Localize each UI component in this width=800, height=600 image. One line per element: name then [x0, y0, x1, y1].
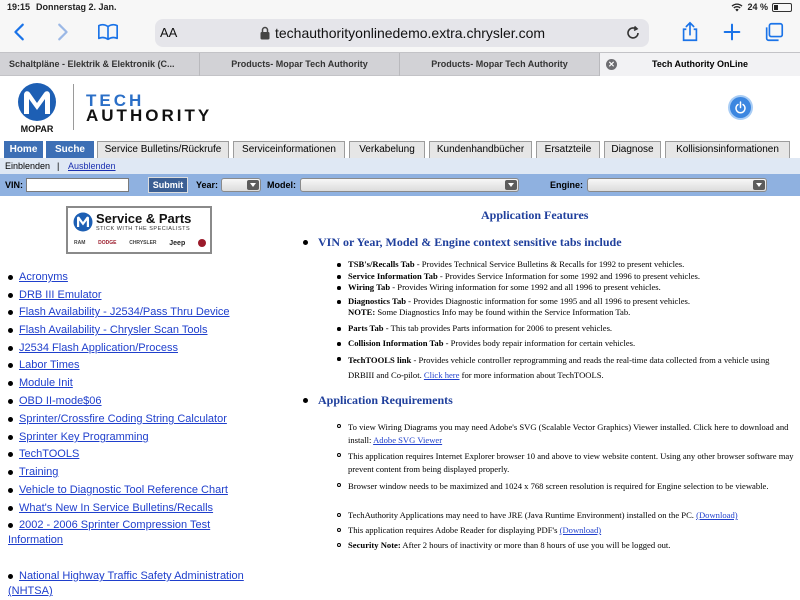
new-tab-icon[interactable]: [720, 20, 744, 44]
link-flash-availability-scan-tools[interactable]: Flash Availability - Chrysler Scan Tools: [19, 324, 208, 336]
service-parts-title: Service & Parts: [96, 211, 192, 226]
link-module-init[interactable]: Module Init: [19, 377, 73, 389]
tab-kundenhandbuecher[interactable]: Kundenhandbücher: [429, 141, 532, 158]
share-icon[interactable]: [678, 20, 702, 44]
reload-icon[interactable]: [625, 25, 641, 41]
link-obd-ii-mode06[interactable]: OBD II-mode$06: [19, 395, 102, 407]
sub-nav: [0, 158, 800, 174]
battery-percent: 24 %: [747, 2, 768, 12]
url-text[interactable]: techauthorityonlinedemo.extra.chrysler.com: [275, 25, 546, 41]
model-label: Model:: [267, 180, 296, 190]
hide-link[interactable]: Ausblenden: [68, 161, 116, 171]
vin-label: VIN:: [5, 180, 23, 190]
lock-icon: [259, 26, 271, 40]
site-header: [0, 76, 800, 140]
chevron-down-icon: [247, 180, 259, 190]
tab-verkabelung[interactable]: Verkabelung: [349, 141, 425, 158]
page-title: Application Features: [481, 208, 589, 222]
battery-icon: [772, 3, 792, 12]
year-select[interactable]: [221, 178, 261, 192]
mopar-m-icon: [72, 212, 94, 232]
fiat-logo-icon: [198, 239, 206, 247]
model-select[interactable]: [300, 178, 519, 192]
browser-tab-1[interactable]: Schaltpläne - Elektrik & Elektronik (C...: [0, 53, 200, 76]
chevron-down-icon: [505, 180, 517, 190]
tab-suche[interactable]: Suche: [46, 141, 94, 158]
brand-logos: [74, 239, 206, 247]
forward-icon[interactable]: [50, 20, 74, 44]
link-j2534-flash-application[interactable]: J2534 Flash Application/Process: [19, 342, 178, 354]
browser-tab-3[interactable]: Products- Mopar Tech Authority: [400, 53, 600, 76]
link-labor-times[interactable]: Labor Times: [19, 359, 80, 371]
link-sprinter-compression-test-line2[interactable]: Information: [8, 534, 64, 546]
power-icon: [734, 101, 747, 114]
logo-divider: [73, 84, 74, 130]
browser-tab-bar: [0, 52, 800, 76]
link-sprinter-key-programming[interactable]: Sprinter Key Programming: [19, 431, 149, 443]
service-parts-tagline: STICK WITH THE SPECIALISTS: [96, 226, 191, 232]
dodge-logo: DODGE: [98, 240, 117, 246]
link-diagnostic-tool-reference-chart[interactable]: Vehicle to Diagnostic Tool Reference Chart: [19, 484, 228, 496]
vehicle-search-bar: [0, 174, 800, 196]
chevron-down-icon: [753, 180, 765, 190]
link-drb-iii-emulator[interactable]: DRB III Emulator: [19, 289, 102, 301]
status-date: Donnerstag 2. Jan.: [36, 2, 117, 12]
chrysler-logo: CHRYSLER: [129, 240, 157, 246]
logout-power-button[interactable]: [730, 97, 751, 118]
link-sprinter-compression-test[interactable]: 2002 - 2006 Sprinter Compression Test: [19, 519, 211, 531]
link-nhtsa[interactable]: National Highway Traffic Safety Administration: [19, 570, 244, 582]
status-right: [731, 2, 792, 12]
link-coding-string-calculator[interactable]: Sprinter/Crossfire Coding String Calculator: [19, 413, 227, 425]
link-flash-availability-j2534[interactable]: Flash Availability - J2534/Pass Thru Device: [19, 306, 230, 318]
sub-nav-separator: |: [57, 161, 60, 171]
tab-ersatzteile[interactable]: Ersatzteile: [536, 141, 600, 158]
service-parts-logo[interactable]: [66, 206, 212, 254]
tab-service-bulletins[interactable]: Service Bulletins/Rückrufe: [97, 141, 229, 158]
mopar-wordmark: MOPAR: [20, 124, 54, 134]
wifi-icon: [731, 3, 743, 12]
engine-select[interactable]: [587, 178, 767, 192]
link-training[interactable]: Training: [19, 466, 59, 478]
brand-line2: AUTHORITY: [86, 106, 213, 125]
tab-serviceinformationen[interactable]: Serviceinformationen: [233, 141, 345, 158]
tab-home[interactable]: Home: [4, 141, 43, 158]
engine-label: Engine:: [550, 180, 583, 190]
adobe-svg-viewer-link[interactable]: Adobe SVG Viewer: [373, 435, 443, 445]
browser-tab-active[interactable]: ✕ Tech Authority OnLine: [600, 53, 800, 76]
ram-logo: RAM: [74, 240, 86, 246]
year-label: Year:: [196, 180, 219, 190]
link-acronyms[interactable]: Acronyms: [19, 271, 68, 283]
tab-diagnose[interactable]: Diagnose: [604, 141, 661, 158]
techtools-click-here-link[interactable]: Click here: [423, 370, 460, 380]
submit-button[interactable]: Submit: [148, 177, 188, 193]
browser-toolbar: [0, 14, 800, 52]
bookmarks-icon[interactable]: [96, 20, 120, 44]
link-nhtsa-line2[interactable]: (NHTSA): [8, 585, 53, 597]
jeep-logo: Jeep: [169, 239, 186, 247]
address-bar[interactable]: [155, 19, 649, 47]
link-techtools[interactable]: TechTOOLS: [19, 448, 80, 460]
jre-download-link[interactable]: (Download): [696, 510, 738, 520]
show-link[interactable]: Einblenden: [5, 161, 51, 171]
close-tab-icon[interactable]: ✕: [606, 59, 617, 70]
status-time: 19:15: [7, 2, 31, 12]
browser-tab-2[interactable]: Products- Mopar Tech Authority: [200, 53, 400, 76]
back-icon[interactable]: [8, 20, 32, 44]
tab-kollisionsinformationen[interactable]: Kollisionsinformationen: [665, 141, 790, 158]
vin-input[interactable]: [26, 178, 129, 192]
link-whats-new-bulletins[interactable]: What's New In Service Bulletins/Recalls: [19, 502, 214, 514]
status-bar: [0, 0, 800, 14]
mopar-logo-icon[interactable]: [8, 81, 66, 135]
tabs-overview-icon[interactable]: [762, 20, 786, 44]
text-size-button[interactable]: AA: [160, 25, 178, 40]
adobe-reader-download-link[interactable]: (Download): [559, 525, 602, 535]
tech-authority-logo: [86, 93, 212, 123]
brand-line1: TECH: [86, 91, 145, 110]
site-nav: [0, 140, 800, 158]
